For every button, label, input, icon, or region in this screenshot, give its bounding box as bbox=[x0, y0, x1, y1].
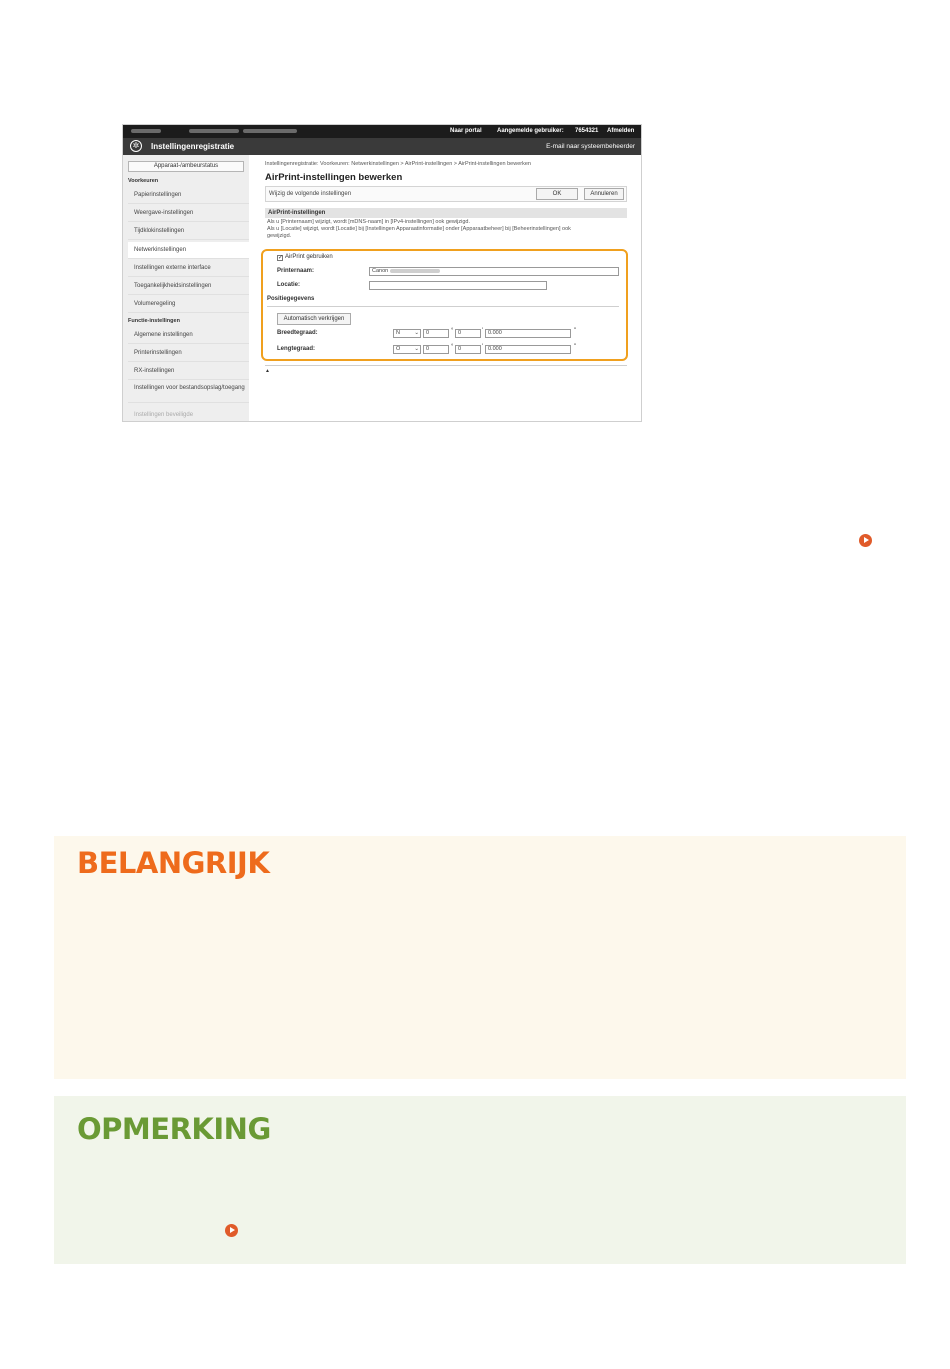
sidebar-item[interactable]: Printerinstellingen bbox=[128, 345, 249, 362]
blurred-text bbox=[131, 129, 161, 133]
login-label: Aangemelde gebruiker: bbox=[497, 128, 564, 134]
reference-link-icon[interactable] bbox=[225, 1224, 238, 1237]
sidebar-item-network[interactable]: Netwerkinstellingen bbox=[128, 242, 249, 259]
use-airprint-checkbox[interactable] bbox=[277, 255, 283, 261]
screenshot-header bbox=[123, 138, 641, 155]
sidebar-item[interactable]: RX-instellingen bbox=[128, 363, 249, 380]
cancel-button[interactable]: Annuleren bbox=[584, 188, 624, 200]
longitude-label: Lengtegraad: bbox=[277, 346, 316, 352]
section-header: AirPrint-instellingen bbox=[265, 208, 627, 218]
latitude-direction-select[interactable]: N ⌄ bbox=[393, 329, 421, 338]
sidebar-item[interactable]: Algemene instellingen bbox=[128, 327, 249, 344]
second-mark: " bbox=[574, 328, 577, 334]
ok-button[interactable]: OK bbox=[536, 188, 578, 200]
minute-mark: ' bbox=[482, 344, 484, 350]
blurred-text bbox=[390, 269, 440, 273]
position-section-label: Positiegegevens bbox=[267, 296, 315, 302]
longitude-seconds-input[interactable]: 0.000 bbox=[485, 345, 571, 354]
longitude-minutes-input[interactable]: 0 bbox=[455, 345, 481, 354]
chevron-down-icon: ⌄ bbox=[414, 330, 419, 336]
latitude-degrees-input[interactable]: 0 bbox=[423, 329, 449, 338]
settings-logo-icon: ✲ bbox=[130, 140, 142, 152]
action-bar bbox=[265, 186, 627, 202]
latitude-minutes-input[interactable]: 0 bbox=[455, 329, 481, 338]
note-box bbox=[54, 1096, 906, 1264]
auto-get-button[interactable]: Automatisch verkrijgen bbox=[277, 313, 351, 325]
reference-link-icon[interactable] bbox=[859, 534, 872, 547]
divider bbox=[267, 306, 619, 307]
minute-mark: ' bbox=[482, 328, 484, 334]
sidebar-item[interactable]: Papierinstellingen bbox=[128, 187, 249, 204]
user-id: 7654321 bbox=[575, 128, 599, 134]
device-status-button[interactable]: Apparaat-/ambeurstatus bbox=[128, 161, 244, 172]
latitude-label: Breedtegraad: bbox=[277, 330, 318, 336]
blurred-text bbox=[189, 129, 239, 133]
note-text: gewijzigd. bbox=[267, 233, 292, 239]
sidebar bbox=[123, 155, 249, 422]
sidebar-section-preferences: Voorkeuren bbox=[128, 178, 159, 184]
degree-mark: ° bbox=[451, 344, 454, 350]
sidebar-item[interactable]: Tijdklokinstellingen bbox=[128, 223, 249, 240]
printer-name-input[interactable]: Canon bbox=[369, 267, 619, 276]
sidebar-item[interactable]: Instellingen externe interface bbox=[128, 260, 249, 277]
longitude-degrees-input[interactable]: 0 bbox=[423, 345, 449, 354]
mail-admin-link[interactable]: E-mail naar systeembeheerder bbox=[546, 143, 635, 150]
printer-name-label: Printernaam: bbox=[277, 268, 315, 274]
sidebar-section-functions: Functie-instellingen bbox=[128, 318, 180, 324]
longitude-direction-select[interactable]: O ⌄ bbox=[393, 345, 421, 354]
note-text: Als u [Locatie] wijzigt, wordt [Locatie] bij [Instellingen Apparaatinformatie] onder [Apparaatbeheer] bij [Beheerinstellingen] ook bbox=[267, 226, 571, 232]
location-label: Locatie: bbox=[277, 282, 301, 288]
header-title: Instellingenregistratie bbox=[151, 142, 235, 151]
sidebar-item[interactable]: Volumeregeling bbox=[128, 296, 249, 313]
latitude-seconds-input[interactable]: 0.000 bbox=[485, 329, 571, 338]
logout-link[interactable]: Afmelden bbox=[607, 128, 635, 134]
divider bbox=[265, 365, 627, 366]
portal-link[interactable]: Naar portal bbox=[450, 128, 482, 134]
embedded-screenshot bbox=[122, 124, 642, 422]
important-box bbox=[54, 836, 906, 1079]
chevron-down-icon: ⌄ bbox=[414, 346, 419, 352]
note-heading: OPMERKING bbox=[77, 1112, 271, 1146]
sidebar-item[interactable]: Instellingen beveiligde bbox=[128, 407, 249, 422]
page-title: AirPrint-instellingen bewerken bbox=[265, 172, 403, 183]
sidebar-item[interactable]: Instellingen voor bestandsopslag/toegang bbox=[128, 383, 249, 403]
second-mark: " bbox=[574, 344, 577, 350]
location-input[interactable] bbox=[369, 281, 547, 290]
degree-mark: ° bbox=[451, 328, 454, 334]
checkmark-icon: ✓ bbox=[278, 255, 284, 261]
use-airprint-label: AirPrint gebruiken bbox=[285, 254, 333, 260]
instruction-text: Wijzig de volgende instellingen bbox=[269, 191, 352, 197]
back-to-top-link[interactable]: ▲ bbox=[265, 368, 270, 374]
sidebar-item[interactable]: Weergave-instellingen bbox=[128, 205, 249, 222]
note-text: Als u [Printernaam] wijzigt, wordt [mDNS-naam] in [IPv4-instellingen] ook gewijzigd. bbox=[267, 219, 470, 225]
blurred-text bbox=[243, 129, 297, 133]
main-panel bbox=[249, 155, 641, 422]
sidebar-item[interactable]: Toegankelijkheidsinstellingen bbox=[128, 278, 249, 295]
screenshot-topbar bbox=[123, 125, 641, 138]
important-heading: BELANGRIJK bbox=[77, 846, 270, 880]
breadcrumb: Instellingenregistratie: Voorkeuren: Netwerkinstellingen > AirPrint-instellingen > AirPrint-instellingen bewerken bbox=[265, 161, 531, 167]
